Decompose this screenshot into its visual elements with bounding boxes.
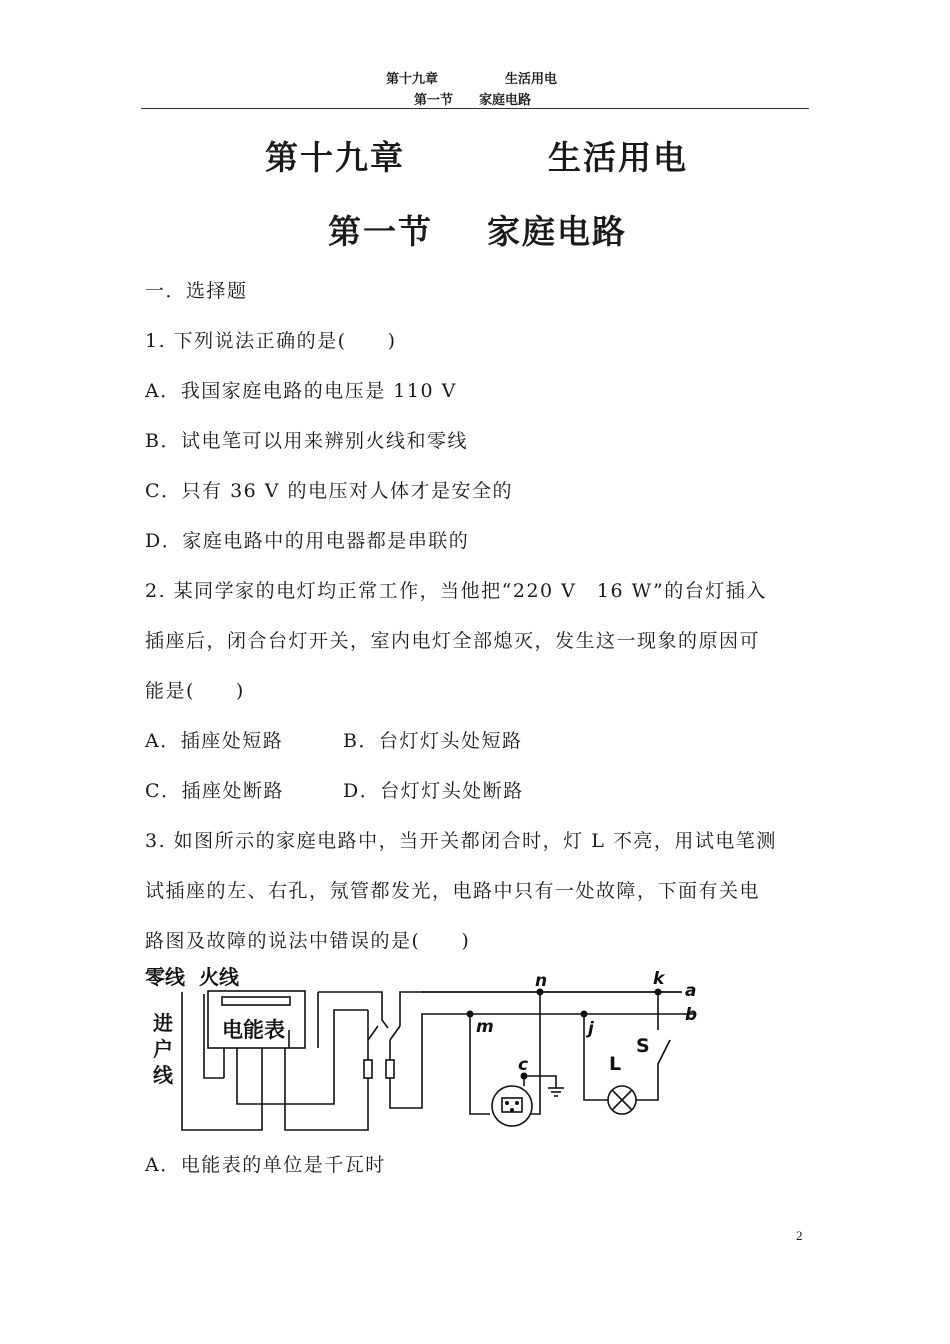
chapter-title-number: 第十九章 [265, 138, 405, 177]
page-number: 2 [796, 1228, 803, 1243]
point-a-label: a [685, 981, 697, 1001]
header-section-number: 第一节 [414, 93, 454, 108]
q3-stem-line-3: 路图及故障的说法中错误的是( ) [145, 930, 471, 952]
q1-option-b: B．试电笔可以用来辨别火线和零线 [145, 430, 468, 452]
entry-label-3: 线 [153, 1063, 173, 1087]
point-c-label: c [518, 1055, 529, 1075]
chapter-title-name: 生活用电 [548, 138, 688, 177]
section-title-name: 家庭电路 [487, 212, 627, 251]
q1-option-d: D．家庭电路中的用电器都是串联的 [145, 530, 470, 552]
q3-option-a: A．电能表的单位是千瓦时 [145, 1154, 386, 1176]
point-n-label: n [535, 971, 548, 991]
q2-stem-line-2: 插座后，闭合台灯开关，室内电灯全部熄灭，发生这一现象的原因可 [145, 630, 761, 652]
q2-stem-line-1: 2. 某同学家的电灯均正常工作，当他把“220 V 16 W”的台灯插入 [145, 580, 767, 602]
header-chapter-name: 生活用电 [505, 72, 558, 87]
entry-label-2: 户 [153, 1037, 173, 1061]
lamp-label: L [609, 1053, 622, 1075]
part-heading: 一．选择题 [145, 280, 248, 302]
q2-stem-line-3: 能是( ) [145, 680, 245, 702]
neutral-wire-label: 零线 [145, 965, 185, 989]
q2-option-c: C．插座处断路 [145, 780, 285, 802]
header-section-name: 家庭电路 [479, 93, 532, 108]
section-title-number: 第一节 [328, 212, 433, 251]
q1-option-c: C．只有 36 V 的电压对人体才是安全的 [145, 480, 514, 502]
q2-option-d: D．台灯灯头处断路 [343, 780, 524, 802]
entry-label-1: 进 [153, 1011, 173, 1035]
q3-stem-line-1: 3. 如图所示的家庭电路中，当开关都闭合时，灯 L 不亮，用试电笔测 [145, 830, 777, 852]
point-b-label: b [685, 1005, 698, 1025]
q1-stem: 1. 下列说法正确的是( ) [145, 330, 397, 352]
header-chapter-number: 第十九章 [386, 72, 439, 87]
switch-label: S [636, 1035, 650, 1057]
point-m-label: m [476, 1017, 494, 1037]
point-k-label: k [653, 969, 665, 989]
q3-stem-line-2: 试插座的左、右孔，氖管都发光，电路中只有一处故障，下面有关电 [145, 880, 761, 902]
point-j-label: j [588, 1019, 594, 1039]
q2-option-b: B．台灯灯头处短路 [343, 730, 523, 752]
meter-label: 电能表 [222, 1018, 285, 1042]
q2-option-a: A．插座处短路 [145, 730, 284, 752]
live-wire-label: 火线 [199, 965, 239, 989]
q1-option-a: A．我国家庭电路的电压是 110 V [145, 380, 457, 402]
